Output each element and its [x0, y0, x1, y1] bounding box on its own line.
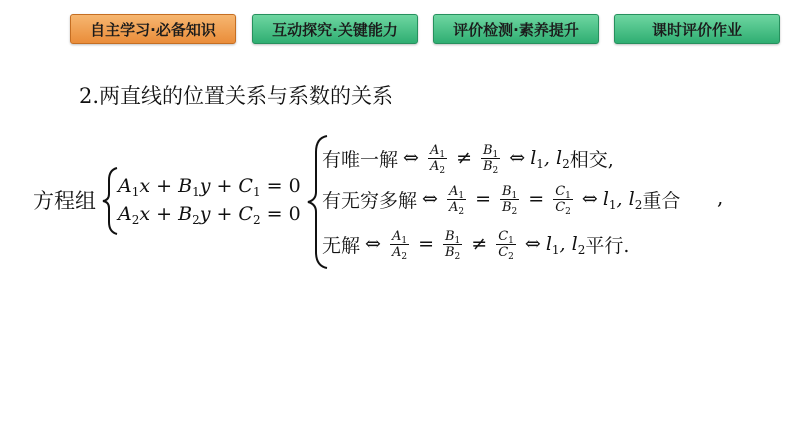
case-2-result: 重合	[642, 189, 681, 212]
system-label: 方程组	[33, 189, 96, 213]
equation-1: $A_1x + B_1y + C_1 = 0$	[118, 175, 301, 199]
tab-interactive-inquiry[interactable]: 互动探究·关键能力	[252, 14, 418, 44]
case-3-text: 无解	[322, 234, 361, 257]
case-infinite-solutions: 有无穷多解 ⇔ $\frac{A_1}{A_2}$ = $\frac{B_1}{B_2}$ = $\frac{C_1}{C_2}$ ⇔ $l_1$, $l_2$ 重合	[322, 183, 681, 217]
case-2-text: 有无穷多解	[322, 189, 418, 212]
equation-2: $A_2x + B_2y + C_2 = 0$	[118, 203, 301, 227]
case-3-result: 平行.	[585, 234, 630, 257]
case-1-text: 有唯一解	[322, 148, 399, 171]
section-heading: 2.两直线的位置关系与系数的关系	[79, 84, 394, 108]
case-1-result: 相交,	[569, 148, 614, 171]
tab-evaluation[interactable]: 评价检测·素养提升	[433, 14, 599, 44]
tab-self-study[interactable]: 自主学习·必备知识	[70, 14, 236, 44]
tab-homework[interactable]: 课时评价作业	[614, 14, 780, 44]
trailing-comma: ,	[717, 185, 724, 209]
section-nav	[0, 14, 794, 46]
case-unique-solution: 有唯一解 ⇔ $\frac{A_1}{A_2}$ ≠ $\frac{B_1}{B_2}$ ⇔ $l_1$, $l_2$ 相交,	[322, 142, 614, 176]
case-no-solution: 无解 ⇔ $\frac{A_1}{A_2}$ = $\frac{B_1}{B_2}$ ≠ $\frac{C_1}{C_2}$ ⇔ $l_1$, $l_2$ 平行.	[322, 228, 630, 262]
